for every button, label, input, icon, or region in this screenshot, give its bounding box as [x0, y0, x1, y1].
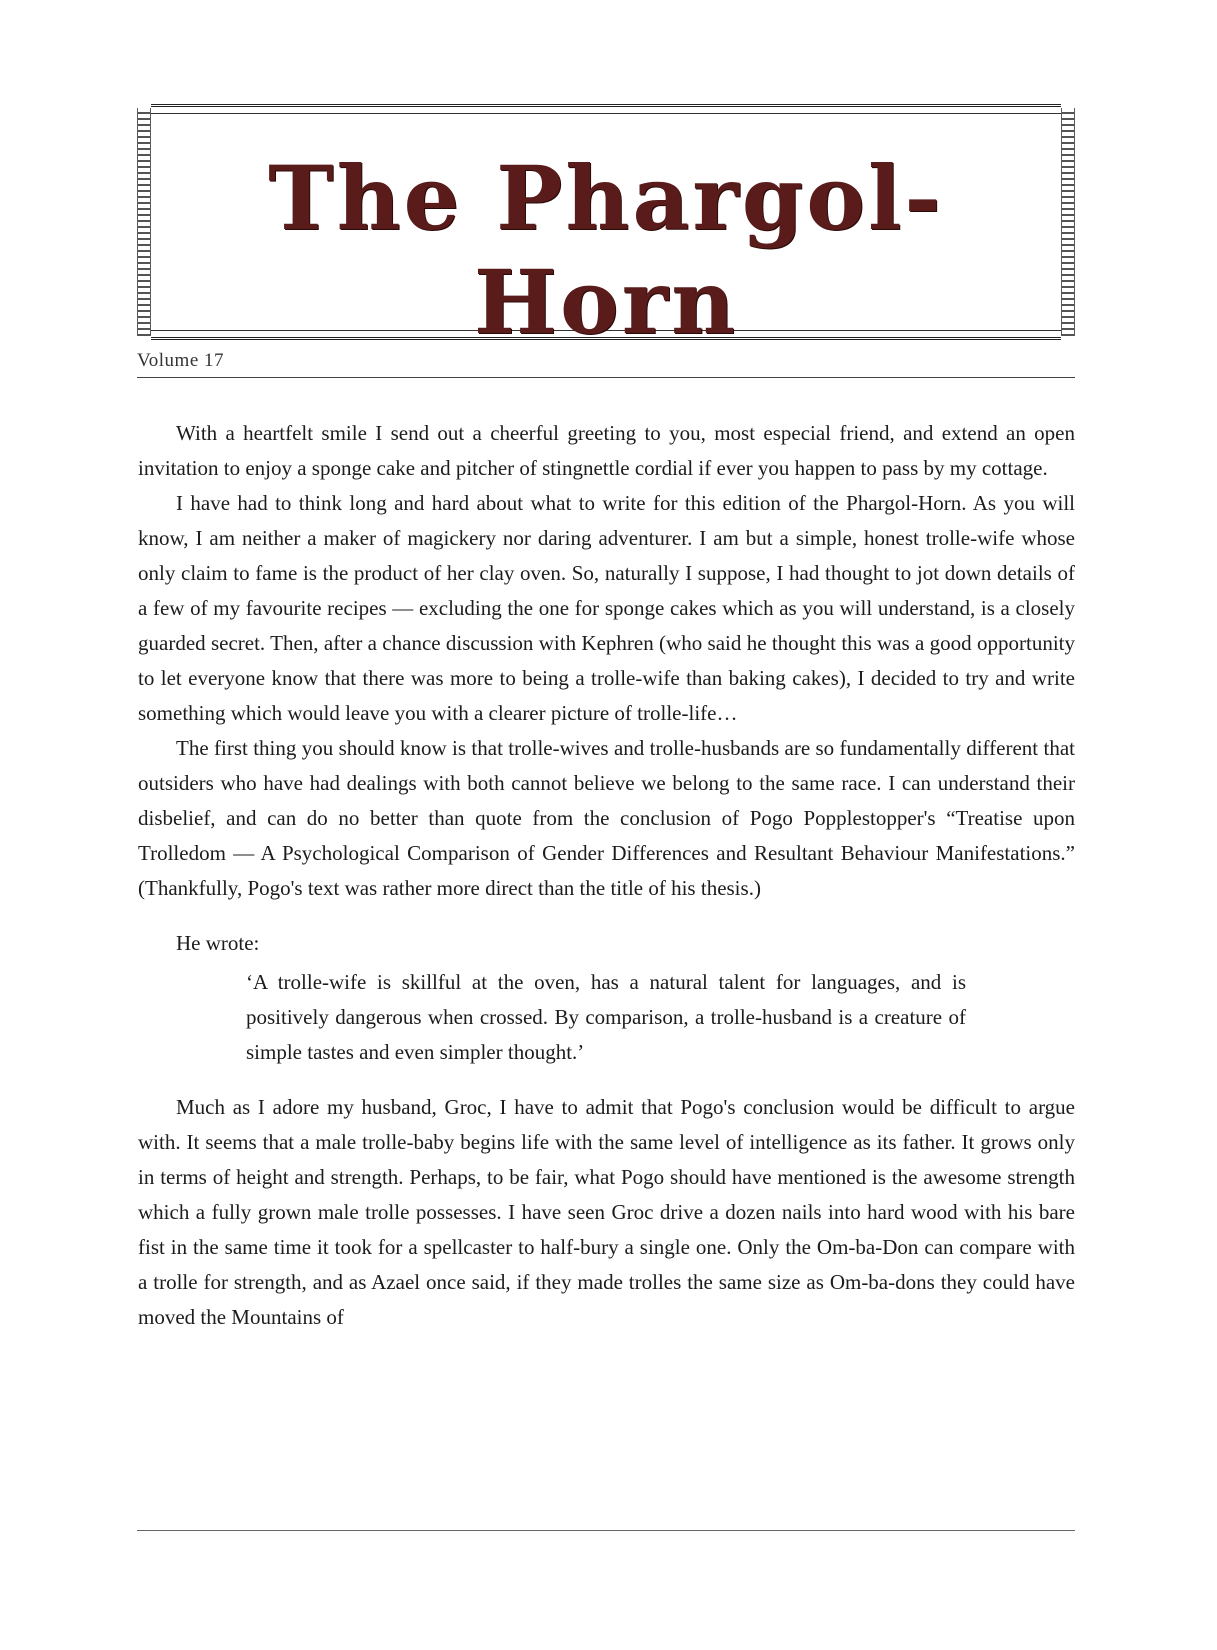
block-quote: ‘A trolle-wife is skillful at the oven, has a natural talent for languages, and is positively dangerous when crossed. By comparison, a trolle-husband is a creature of simple tastes and even simpler thought.’ — [246, 970, 966, 1064]
masthead — [137, 104, 1075, 354]
paragraph-differences: The first thing you should know is that trolle-wives and trolle-husbands are so fundamentally different that outsiders who have had dealings with both cannot believe we belong to the same race. I can understand their disbelief, and can do no better than quote from the conclusion of Pogo Popplestopper's “Treatise upon Trolledom — A Psychological Comparison of Gender Differences and Resultant Behaviour Manifestations.” (Thankfully, Pogo's text was rather more direct than the title of his thesis.) — [138, 736, 1075, 900]
paragraph-groc: Much as I adore my husband, Groc, I have to admit that Pogo's conclusion would be difficult to argue with. It seems that a male trolle-baby begins life with the same level of intelligence as its father. It grows only in terms of height and strength. Perhaps, to be fair, what Pogo should have mentioned is the awesome strength which a fully grown male trolle possesses. I have seen Groc drive a dozen nails into hard wood with his bare fist in the same time it took for a spellcaster to half-bury a single one. Only the Om-ba-Don can compare with a trolle for strength, and as Azael once said, if they made trolles the same size as Om-ba-dons they could have moved the Mountains of — [138, 1095, 1075, 1329]
footer-rule — [137, 1530, 1075, 1531]
volume-label: Volume 17 — [137, 350, 225, 371]
header-rule — [137, 377, 1075, 378]
paragraph-greeting: With a heartfelt smile I send out a cheerful greeting to you, most especial friend, and extend an open invitation to enjoy a sponge cake and pitcher of stingnettle cordial if ever you happen to pass by my cottage. — [138, 421, 1075, 480]
paragraph-intro: I have had to think long and hard about what to write for this edition of the Phargol-Horn. As you will know, I am neither a maker of magickery nor daring adventurer. I am but a simple, honest trolle-wife whose only claim to fame is the product of her clay oven. So, naturally I suppose, I had thought to jot down details of a few of my favourite recipes — excluding the one for sponge cakes which as you will understand, is a closely guarded secret. Then, after a chance discussion with Kephren (who said he thought this was a good opportunity to let everyone know that there was more to being a trolle-wife than baking cakes), I decided to try and write something which would leave you with a clearer picture of trolle-life… — [138, 491, 1075, 725]
article-body — [138, 416, 1075, 1335]
he-wrote-label: He wrote: — [176, 931, 260, 955]
masthead-title: The Phargol-Horn — [268, 146, 944, 354]
